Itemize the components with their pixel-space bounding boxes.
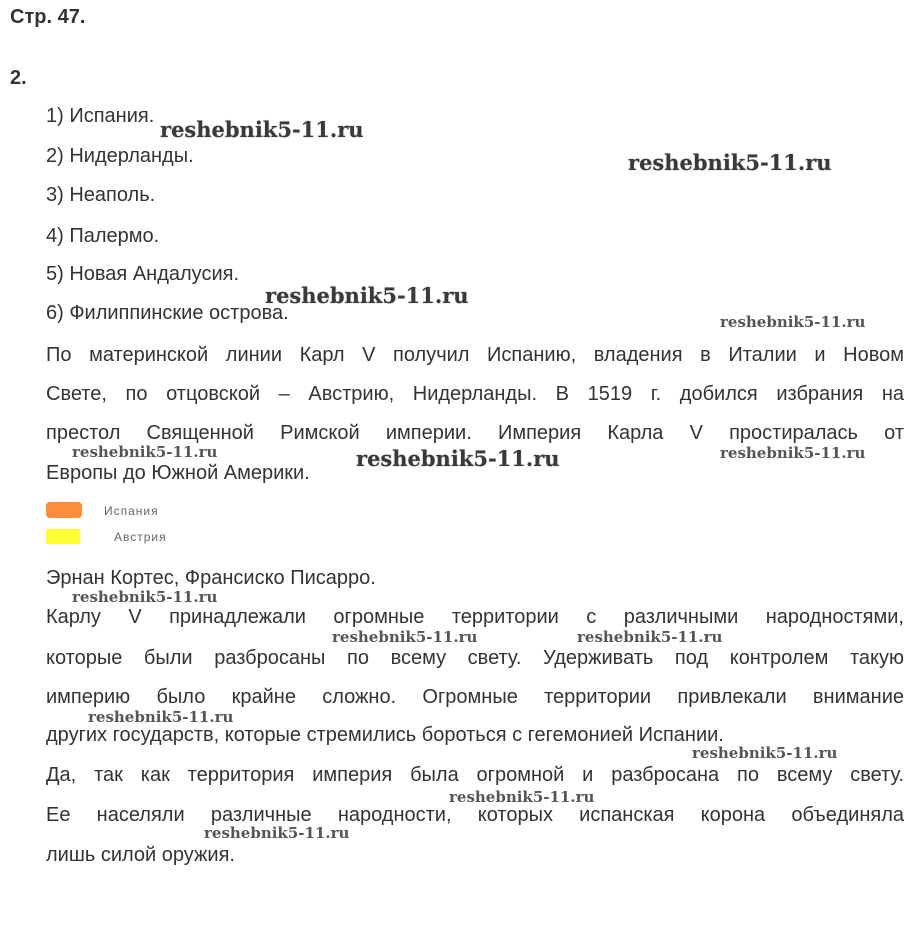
watermark: reshebnik5-11.ru: [449, 788, 595, 806]
paragraph-line: Карлу V принадлежали огромные территории с различными народностями,: [46, 606, 904, 628]
watermark: reshebnik5-11.ru: [88, 708, 234, 726]
paragraph-line: престол Священной Римской империи. Империя Карла V простиралась от: [46, 422, 904, 444]
watermark: reshebnik5-11.ru: [160, 117, 364, 142]
watermark: reshebnik5-11.ru: [628, 150, 832, 175]
watermark: reshebnik5-11.ru: [577, 628, 723, 646]
paragraph-line: других государств, которые стремились бороться с гегемонией Испании.: [46, 724, 724, 746]
list-item: 4) Палермо.: [46, 225, 160, 247]
legend-label-austria: Австрия: [114, 530, 167, 544]
legend-swatch-spain: [46, 502, 82, 518]
watermark: reshebnik5-11.ru: [265, 283, 469, 308]
legend-swatch-austria: [46, 529, 80, 544]
legend-label-spain: Испания: [104, 504, 159, 518]
paragraph-line: Да, так как территория империя была огромной и разбросана по всему свету.: [46, 764, 904, 786]
list-item: 5) Новая Андалусия.: [46, 263, 239, 285]
watermark: reshebnik5-11.ru: [332, 628, 478, 646]
watermark: reshebnik5-11.ru: [356, 446, 560, 471]
list-item: 2) Нидерланды.: [46, 145, 194, 167]
list-item: 6) Филиппинские острова.: [46, 302, 289, 324]
watermark: reshebnik5-11.ru: [204, 824, 350, 842]
watermark: reshebnik5-11.ru: [720, 444, 866, 462]
paragraph-line: империю было крайне сложно. Огромные территории привлекали внимание: [46, 686, 904, 708]
task-number: 2.: [10, 67, 27, 89]
paragraph-line: которые были разбросаны по всему свету. Удерживать под контролем такую: [46, 647, 904, 669]
page-header: Стр. 47.: [10, 6, 86, 28]
paragraph-line: По материнской линии Карл V получил Испанию, владения в Италии и Новом: [46, 344, 904, 366]
list-item: 3) Неаполь.: [46, 184, 156, 206]
paragraph-line: лишь силой оружия.: [46, 844, 235, 866]
paragraph-line: Свете, по отцовской – Австрию, Нидерланды. В 1519 г. добился избрания на: [46, 383, 904, 405]
list-item: 1) Испания.: [46, 105, 155, 127]
answer-text: Эрнан Кортес, Франсиско Писарро.: [46, 567, 376, 589]
paragraph-line: Ее населяли различные народности, которых испанская корона объединяла: [46, 804, 904, 826]
watermark: reshebnik5-11.ru: [692, 744, 838, 762]
watermark: reshebnik5-11.ru: [720, 313, 866, 331]
watermark: reshebnik5-11.ru: [72, 588, 218, 606]
watermark: reshebnik5-11.ru: [72, 443, 218, 461]
paragraph-line: Европы до Южной Америки.: [46, 462, 310, 484]
